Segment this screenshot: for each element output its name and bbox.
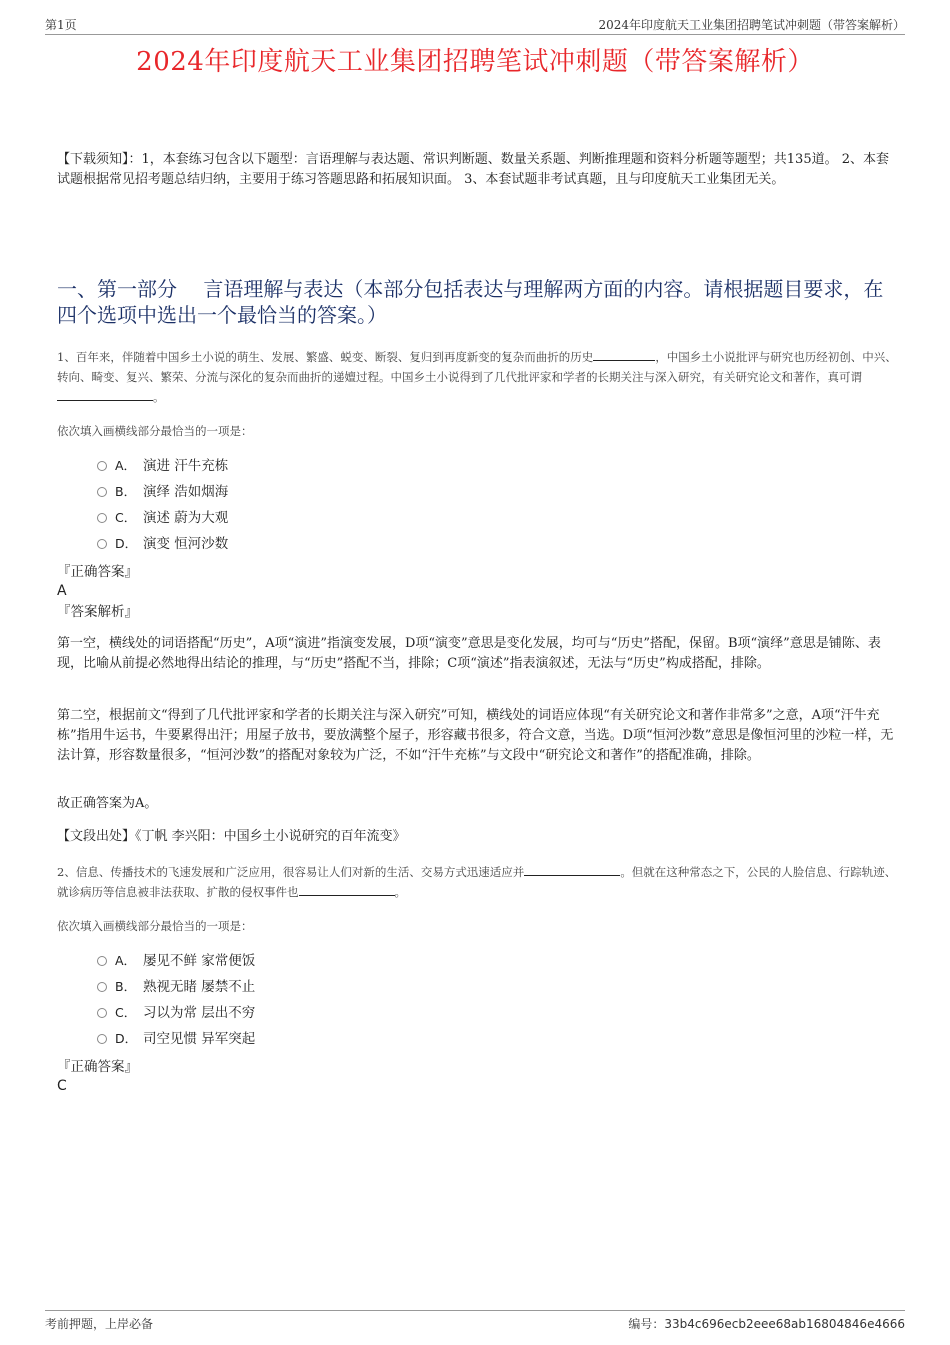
q1-answer-label: 『正确答案』 (57, 564, 138, 580)
answer-blank (593, 349, 655, 361)
radio-icon[interactable] (97, 461, 107, 471)
q2-answer-label: 『正确答案』 (57, 1059, 138, 1075)
footer-slogan: 考前押题，上岸必备 (45, 1317, 154, 1331)
footer-code: 编号：33b4c696ecb2eee68ab16804846e4666 (628, 1317, 905, 1331)
answer-blank (57, 389, 153, 401)
answer-blank (299, 884, 395, 896)
q2-answer: C (57, 1078, 67, 1094)
radio-icon[interactable] (97, 956, 107, 966)
radio-icon[interactable] (97, 487, 107, 497)
question-1-prompt: 依次填入画横线部分最恰当的一项是： (57, 424, 253, 438)
radio-icon[interactable] (97, 539, 107, 549)
radio-icon[interactable] (97, 1034, 107, 1044)
download-notice: 【下载须知】：1，本套练习包含以下题型：言语理解与表达题、常识判断题、数量关系题、判断推理题和资料分析题等题型；共135道。 2、本套试题根据常见招考题总结归纳，主要用于练习答题思路和拓展知识面。 3、本套试题非考试真题，且与印度航天工业集团无关。 (57, 152, 889, 187)
question-1-stem: 1、百年来，伴随着中国乡土小说的萌生、发展、繁盛、蜕变、断裂、复归到再度新变的复杂而曲折的历史 ，中国乡土小说批评与研究也历经初创、中兴、转向、畸变、复兴、繁荣、分流与深化的复杂而曲折的递嬗过程。中国乡土小说得到了几代批评家和学者的长期关注与深入研究，有关研究论文和著作，真可谓。 (57, 350, 897, 404)
q1-option-b[interactable]: B． 演绎 浩如烟海 (97, 482, 228, 502)
answer-blank (524, 864, 620, 876)
radio-icon[interactable] (97, 513, 107, 523)
page-title: 2024年印度航天工业集团招聘笔试冲刺题（带答案解析） (136, 47, 814, 77)
radio-icon[interactable] (97, 982, 107, 992)
q1-option-d[interactable]: D． 演变 恒河沙数 (97, 534, 228, 554)
q1-analysis-paragraph: 第二空，根据前文“得到了几代批评家和学者的长期关注与深入研究”可知，横线处的词语应体现“有关研究论文和著作非常多”之意，A项“汗牛充栋”指用牛运书，牛要累得出汗；用屋子放书，要放满整个屋子，形容藏书很多，符合文意，当选。D项“恒河沙数”意思是像恒河里的沙粒一样，无法计算，形容数量很多，“恒河沙数”的搭配对象较为广泛，不如“汗牛充栋”与文段中“研究论文和著作”的搭配准确，排除。 (57, 708, 894, 763)
radio-icon[interactable] (97, 1008, 107, 1018)
q2-option-b[interactable]: B． 熟视无睹 屡禁不止 (97, 977, 255, 997)
q2-option-a[interactable]: A． 屡见不鲜 家常便饭 (97, 951, 255, 971)
page-header (45, 14, 905, 35)
page-footer (45, 1310, 905, 1331)
header-doc-title: 2024年印度航天工业集团招聘笔试冲刺题（带答案解析） (598, 18, 905, 32)
q1-option-a[interactable]: A． 演进 汗牛充栋 (97, 456, 228, 476)
q1-option-c[interactable]: C． 演述 蔚为大观 (97, 508, 228, 528)
page-number: 第1页 (45, 18, 77, 32)
section-heading: 一、第一部分 言语理解与表达（本部分包括表达与理解两方面的内容。请根据题目要求，在四个选项中选出一个最恰当的答案。） (57, 277, 884, 327)
q1-conclusion: 故正确答案为A。 (57, 796, 158, 811)
q1-analysis-paragraph: 第一空，横线处的词语搭配“历史”，A项“演进”指演变发展，D项“演变”意思是变化发展，均可与“历史”搭配，保留。B项“演绎”意思是铺陈、表现，比喻从前提必然地得出结论的推理，与“历史”搭配不当，排除；C项“演述”指表演叙述，无法与“历史”构成搭配，排除。 (57, 636, 881, 671)
q1-answer: A (57, 583, 67, 599)
question-2-stem: 2、信息、传播技术的飞速发展和广泛应用，很容易让人们对新的生活、交易方式迅速适应并 。但就在这种常态之下，公民的人脸信息、行踪轨迹、就诊病历等信息被非法获取、扩散的侵权事件也 。 (57, 865, 897, 899)
question-2-prompt: 依次填入画横线部分最恰当的一项是： (57, 919, 253, 933)
q2-option-c[interactable]: C． 习以为常 层出不穷 (97, 1003, 255, 1023)
q1-analysis-label: 『答案解析』 (57, 604, 138, 620)
q2-option-d[interactable]: D． 司空见惯 异军突起 (97, 1029, 255, 1049)
q1-source: 【文段出处】《丁帆 李兴阳：中国乡土小说研究的百年流变》 (57, 829, 406, 844)
